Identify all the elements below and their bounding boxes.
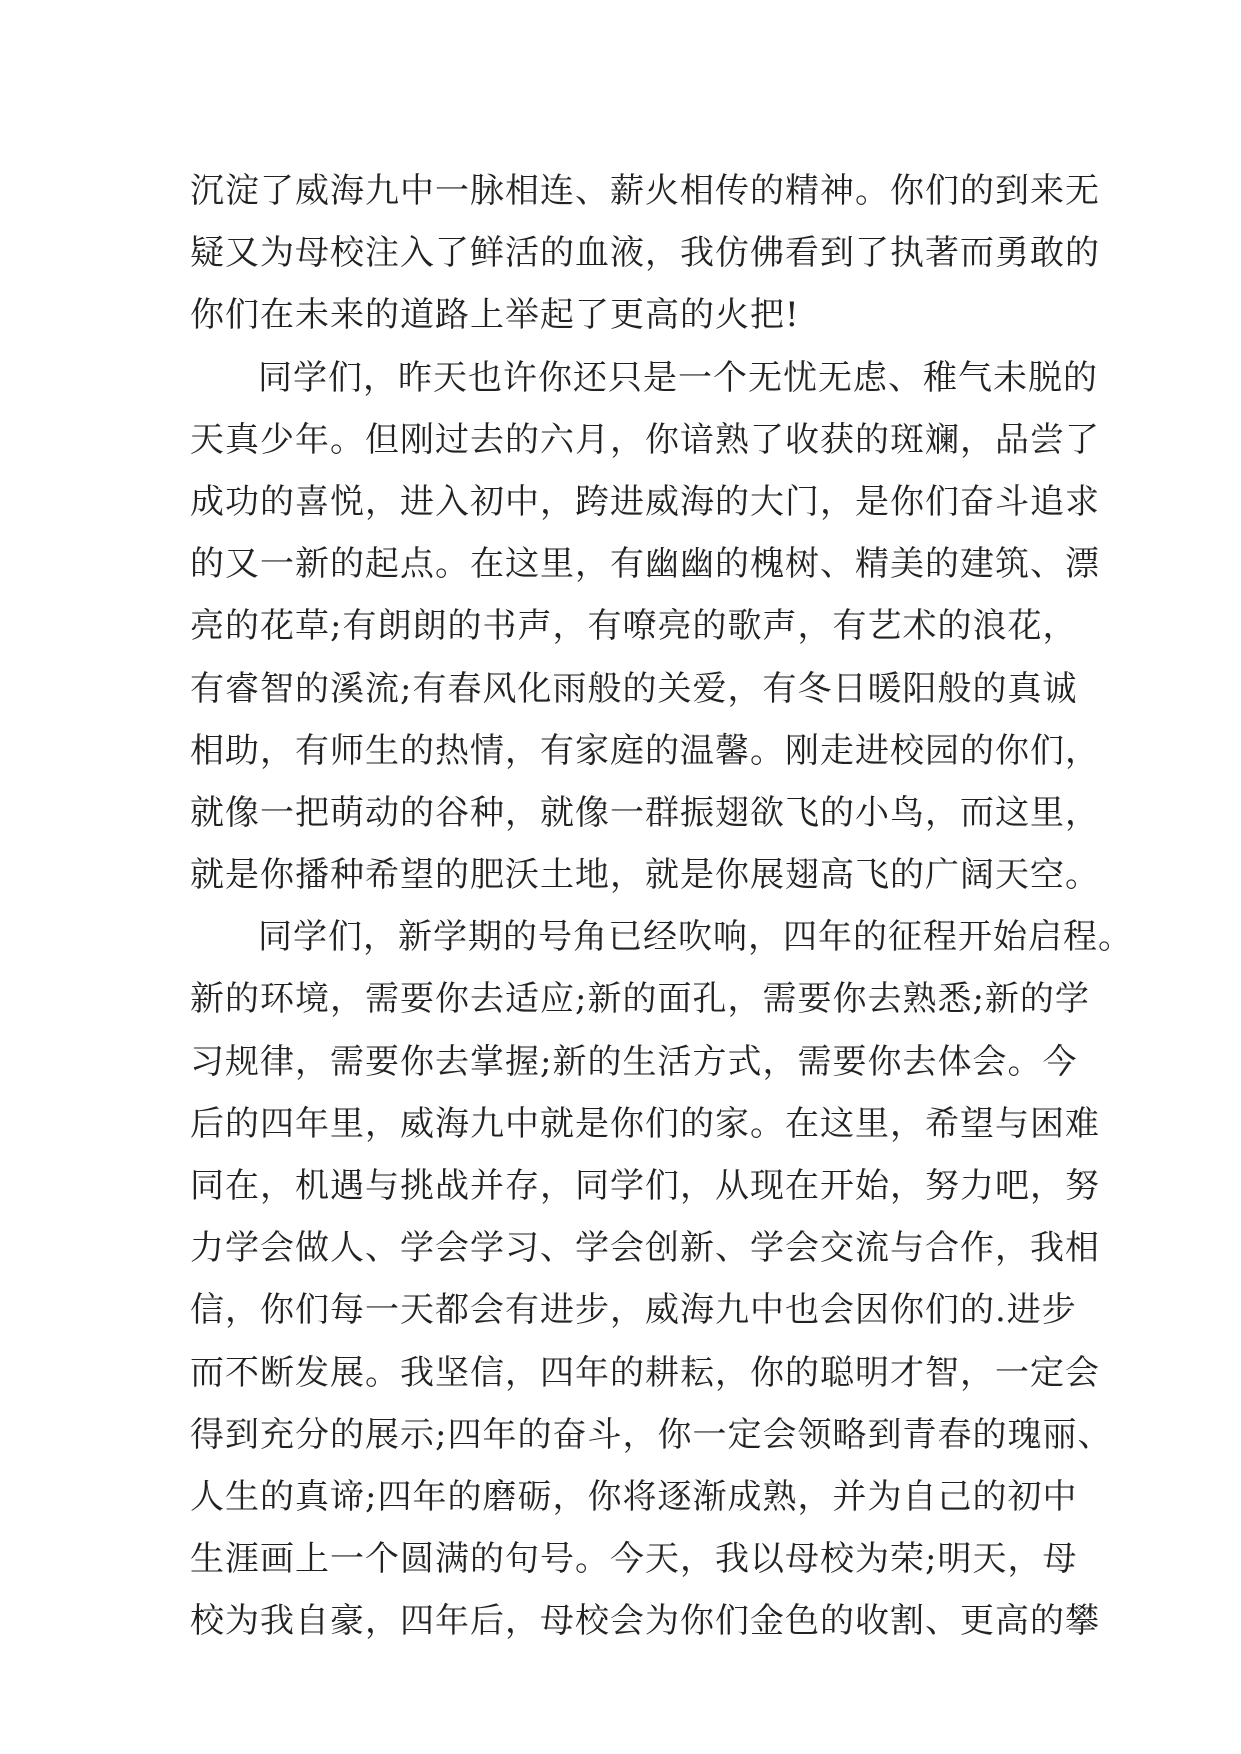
- text-line: 信，你们每一天都会有进步，威海九中也会因你们的.进步: [190, 1290, 1077, 1331]
- text-line: 有睿智的溪流;有春风化雨般的关爱，有冬日暖阳般的真诚: [190, 668, 1078, 709]
- text-line: 力学会做人、学会学习、学会创新、学会交流与合作，我相: [190, 1228, 1100, 1269]
- text-line: 人生的真谛;四年的磨砺，你将逐渐成熟，并为自己的初中: [190, 1476, 1078, 1517]
- text-line: 就像一把萌动的谷种，就像一群振翅欲飞的小鸟，而这里，: [190, 792, 1100, 833]
- text-line: 你们在未来的道路上举起了更高的火把!: [190, 295, 800, 336]
- text-line: 的又一新的起点。在这里，有幽幽的槐树、精美的建筑、漂: [190, 544, 1100, 585]
- text-line: 新的环境，需要你去适应;新的面孔，需要你去熟悉;新的学: [190, 979, 1090, 1020]
- text-line: 沉淀了威海九中一脉相连、薪火相传的精神。你们的到来无: [190, 171, 1100, 211]
- text-line: 校为我自豪，四年后，母校会为你们金色的收割、更高的攀: [190, 1601, 1100, 1642]
- text-line: 同在，机遇与挑战并存，同学们，从现在开始，努力吧，努: [190, 1166, 1100, 1206]
- text-line: 而不断发展。我坚信，四年的耕耘，你的聪明才智，一定会: [190, 1352, 1100, 1393]
- text-line: 相助，有师生的热情，有家庭的温馨。刚走进校园的你们，: [190, 730, 1100, 771]
- text-line: 习规律，需要你去掌握;新的生活方式，需要你去体会。今: [190, 1041, 1078, 1082]
- paragraph-first-line: 同学们，昨天也许你还只是一个无忧无虑、稚气未脱的: [258, 357, 1098, 398]
- document-body-text: [190, 160, 1133, 1653]
- paragraph-first-line: 同学们，新学期的号角已经吹响，四年的征程开始启程。: [258, 917, 1133, 958]
- text-line: 亮的花草;有朗朗的书声，有嘹亮的歌声，有艺术的浪花，: [190, 606, 1078, 647]
- text-line: 生涯画上一个圆满的句号。今天，我以母校为荣;明天，母: [190, 1539, 1078, 1580]
- text-line: 就是你播种希望的肥沃土地，就是你展翅高飞的广阔天空。: [190, 855, 1100, 896]
- text-line: 疑又为母校注入了鲜活的血液，我仿佛看到了执著而勇敢的: [190, 233, 1100, 274]
- text-line: 天真少年。但刚过去的六月，你谙熟了收获的斑斓，品尝了: [190, 419, 1100, 460]
- text-line: 成功的喜悦，进入初中，跨进威海的大门，是你们奋斗追求: [190, 481, 1100, 522]
- text-line: 后的四年里，威海九中就是你们的家。在这里，希望与困难: [190, 1103, 1100, 1144]
- text-line: 得到充分的展示;四年的奋斗，你一定会领略到青春的瑰丽、: [190, 1414, 1113, 1455]
